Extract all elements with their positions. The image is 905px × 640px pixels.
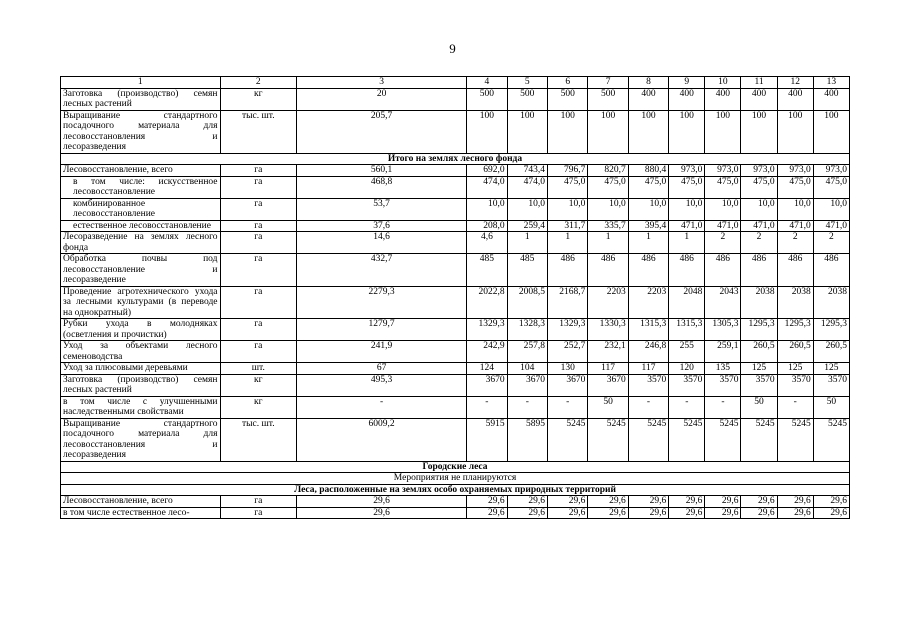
year-value-cell: 10,0 — [588, 198, 628, 220]
year-value-cell: - — [507, 396, 547, 418]
measure-name-cell: комбинированное лесовосстановление — [61, 198, 221, 220]
section-heading: Леса, расположенные на землях особо охраняемых природных территорий — [61, 484, 850, 496]
year-value-cell: 10,0 — [669, 198, 705, 220]
year-value-cell: - — [467, 396, 507, 418]
year-value-cell: 124 — [467, 363, 507, 375]
base-value-cell: - — [297, 396, 467, 418]
section-heading: Городские леса — [61, 461, 850, 473]
section-heading-row — [61, 461, 850, 473]
measure-name-cell: естественное лесовосстановление — [61, 220, 221, 232]
table-row — [61, 198, 850, 220]
year-value-cell: 29,6 — [813, 507, 849, 519]
column-number-cell: 7 — [588, 77, 628, 89]
column-number-cell: 4 — [467, 77, 507, 89]
year-value-cell: - — [705, 396, 741, 418]
year-value-cell: 2038 — [813, 286, 849, 319]
section-heading-row — [61, 153, 850, 165]
year-value-cell: 246,8 — [628, 341, 668, 363]
unit-cell: шт. — [220, 363, 297, 375]
measure-name-cell: Лесовосстановление, всего — [61, 165, 221, 177]
measure-name-cell: Уход за объектами лесного семеноводства — [61, 341, 221, 363]
year-value-cell: 29,6 — [467, 496, 507, 508]
measure-name-cell: Выращивание стандартного посадочного материала для лесовосстановления и лесоразведения — [61, 418, 221, 461]
table-row — [61, 220, 850, 232]
measure-name-cell: Лесоразведение на землях лесного фонда — [61, 232, 221, 254]
section-heading: Итого на землях лесного фонда — [61, 153, 850, 165]
year-value-cell: 120 — [669, 363, 705, 375]
year-value-cell: 2 — [741, 232, 777, 254]
base-value-cell: 53,7 — [297, 198, 467, 220]
year-value-cell: 2008,5 — [507, 286, 547, 319]
year-value-cell: 29,6 — [628, 507, 668, 519]
year-value-cell: 29,6 — [705, 496, 741, 508]
column-number-cell: 13 — [813, 77, 849, 89]
column-number-cell: 5 — [507, 77, 547, 89]
year-value-cell: 2168,7 — [547, 286, 587, 319]
year-value-cell: 1 — [547, 232, 587, 254]
table-row — [61, 232, 850, 254]
year-value-cell: 311,7 — [547, 220, 587, 232]
year-value-cell: 2048 — [669, 286, 705, 319]
base-value-cell: 205,7 — [297, 110, 467, 153]
year-value-cell: 208,0 — [467, 220, 507, 232]
unit-cell: га — [220, 319, 297, 341]
year-value-cell: 471,0 — [741, 220, 777, 232]
unit-cell: кг — [220, 396, 297, 418]
year-value-cell: 3570 — [813, 374, 849, 396]
year-value-cell: 29,6 — [741, 496, 777, 508]
year-value-cell: 10,0 — [777, 198, 813, 220]
year-value-cell: 5245 — [628, 418, 668, 461]
year-value-cell: 3570 — [705, 374, 741, 396]
year-value-cell: 475,0 — [588, 176, 628, 198]
year-value-cell: 4,6 — [467, 232, 507, 254]
base-value-cell: 20 — [297, 88, 467, 110]
year-value-cell: 1329,3 — [467, 319, 507, 341]
year-value-cell: 500 — [547, 88, 587, 110]
year-value-cell: 486 — [741, 254, 777, 287]
table-row — [61, 176, 850, 198]
year-value-cell: 474,0 — [507, 176, 547, 198]
year-value-cell: 1328,3 — [507, 319, 547, 341]
year-value-cell: 29,6 — [777, 507, 813, 519]
year-value-cell: 796,7 — [547, 165, 587, 177]
year-value-cell: 1315,3 — [669, 319, 705, 341]
year-value-cell: 500 — [588, 88, 628, 110]
year-value-cell: 29,6 — [813, 496, 849, 508]
year-value-cell: 29,6 — [705, 507, 741, 519]
year-value-cell: 125 — [777, 363, 813, 375]
year-value-cell: 485 — [467, 254, 507, 287]
year-value-cell: 10,0 — [813, 198, 849, 220]
year-value-cell: 135 — [705, 363, 741, 375]
year-value-cell: 29,6 — [507, 507, 547, 519]
section-heading-row — [61, 473, 850, 485]
base-value-cell: 432,7 — [297, 254, 467, 287]
year-value-cell: 2 — [813, 232, 849, 254]
year-value-cell: 5245 — [547, 418, 587, 461]
year-value-cell: 400 — [741, 88, 777, 110]
unit-cell: га — [220, 176, 297, 198]
year-value-cell: 50 — [741, 396, 777, 418]
year-value-cell: 5245 — [813, 418, 849, 461]
base-value-cell: 1279,7 — [297, 319, 467, 341]
base-value-cell: 29,6 — [297, 496, 467, 508]
table-body — [61, 77, 850, 519]
unit-cell: га — [220, 220, 297, 232]
year-value-cell: 100 — [669, 110, 705, 153]
year-value-cell: 2203 — [628, 286, 668, 319]
table-row — [61, 396, 850, 418]
year-value-cell: 1295,3 — [813, 319, 849, 341]
unit-cell: га — [220, 507, 297, 519]
unit-cell: га — [220, 496, 297, 508]
year-value-cell: 29,6 — [741, 507, 777, 519]
year-value-cell: 486 — [588, 254, 628, 287]
section-heading: Мероприятия не планируются — [61, 473, 850, 485]
year-value-cell: 29,6 — [547, 496, 587, 508]
year-value-cell: 1329,3 — [547, 319, 587, 341]
year-value-cell: 100 — [777, 110, 813, 153]
table-row — [61, 110, 850, 153]
year-value-cell: 500 — [507, 88, 547, 110]
measure-name-cell: Рубки ухода в молодняках (осветления и прочистки) — [61, 319, 221, 341]
unit-cell: тыс. шт. — [220, 110, 297, 153]
column-number-cell: 10 — [705, 77, 741, 89]
year-value-cell: 29,6 — [588, 496, 628, 508]
base-value-cell: 241,9 — [297, 341, 467, 363]
year-value-cell: 100 — [588, 110, 628, 153]
measure-name-cell: в том числе с улучшенными наследственными свойствами — [61, 396, 221, 418]
year-value-cell: 10,0 — [507, 198, 547, 220]
year-value-cell: 486 — [777, 254, 813, 287]
year-value-cell: 5245 — [777, 418, 813, 461]
base-value-cell: 29,6 — [297, 507, 467, 519]
year-value-cell: 500 — [467, 88, 507, 110]
year-value-cell: 100 — [813, 110, 849, 153]
year-value-cell: - — [777, 396, 813, 418]
year-value-cell: 1295,3 — [741, 319, 777, 341]
measure-name-cell: Проведение агротехнического ухода за лесными культурами (в переводе на однократный) — [61, 286, 221, 319]
year-value-cell: 1 — [588, 232, 628, 254]
year-value-cell: 486 — [547, 254, 587, 287]
year-value-cell: 104 — [507, 363, 547, 375]
year-value-cell: - — [669, 396, 705, 418]
measure-name-cell: Лесовосстановление, всего — [61, 496, 221, 508]
year-value-cell: 29,6 — [467, 507, 507, 519]
year-value-cell: 5245 — [705, 418, 741, 461]
year-value-cell: 3570 — [741, 374, 777, 396]
year-value-cell: 10,0 — [467, 198, 507, 220]
column-number-cell: 6 — [547, 77, 587, 89]
year-value-cell: 252,7 — [547, 341, 587, 363]
year-value-cell: - — [547, 396, 587, 418]
measure-name-cell: Заготовка (производство) семян лесных растений — [61, 374, 221, 396]
year-value-cell: 232,1 — [588, 341, 628, 363]
year-value-cell: 1295,3 — [777, 319, 813, 341]
year-value-cell: 1305,3 — [705, 319, 741, 341]
year-value-cell: 50 — [813, 396, 849, 418]
measure-name-cell: Заготовка (производство) семян лесных растений — [61, 88, 221, 110]
year-value-cell: 29,6 — [628, 496, 668, 508]
year-value-cell: 100 — [507, 110, 547, 153]
table-row — [61, 88, 850, 110]
year-value-cell: 474,0 — [467, 176, 507, 198]
year-value-cell: 3670 — [507, 374, 547, 396]
year-value-cell: 471,0 — [813, 220, 849, 232]
year-value-cell: 475,0 — [777, 176, 813, 198]
year-value-cell: 29,6 — [777, 496, 813, 508]
year-value-cell: 2022,8 — [467, 286, 507, 319]
year-value-cell: 2203 — [588, 286, 628, 319]
measure-name-cell: в том числе: искусственное лесовосстановление — [61, 176, 221, 198]
year-value-cell: 2038 — [777, 286, 813, 319]
year-value-cell: 3670 — [588, 374, 628, 396]
year-value-cell: 973,0 — [705, 165, 741, 177]
year-value-cell: 475,0 — [669, 176, 705, 198]
year-value-cell: 2 — [777, 232, 813, 254]
column-number-cell: 3 — [297, 77, 467, 89]
column-number-cell: 11 — [741, 77, 777, 89]
year-value-cell: 486 — [813, 254, 849, 287]
year-value-cell: 2 — [705, 232, 741, 254]
year-value-cell: 29,6 — [547, 507, 587, 519]
year-value-cell: 10,0 — [547, 198, 587, 220]
base-value-cell: 14,6 — [297, 232, 467, 254]
year-value-cell: 475,0 — [705, 176, 741, 198]
year-value-cell: 400 — [813, 88, 849, 110]
unit-cell: га — [220, 232, 297, 254]
year-value-cell: 260,5 — [813, 341, 849, 363]
year-value-cell: 117 — [628, 363, 668, 375]
table-row — [61, 363, 850, 375]
table-row — [61, 286, 850, 319]
year-value-cell: 880,4 — [628, 165, 668, 177]
section-heading-row — [61, 484, 850, 496]
year-value-cell: 2043 — [705, 286, 741, 319]
unit-cell: кг — [220, 88, 297, 110]
year-value-cell: 400 — [705, 88, 741, 110]
year-value-cell: 100 — [741, 110, 777, 153]
year-value-cell: 475,0 — [547, 176, 587, 198]
year-value-cell: 820,7 — [588, 165, 628, 177]
year-value-cell: 335,7 — [588, 220, 628, 232]
column-number-cell: 9 — [669, 77, 705, 89]
year-value-cell: 471,0 — [777, 220, 813, 232]
year-value-cell: 973,0 — [741, 165, 777, 177]
year-value-cell: 400 — [628, 88, 668, 110]
year-value-cell: 5895 — [507, 418, 547, 461]
unit-cell: га — [220, 198, 297, 220]
year-value-cell: 130 — [547, 363, 587, 375]
year-value-cell: 259,4 — [507, 220, 547, 232]
table-row — [61, 254, 850, 287]
year-value-cell: 486 — [669, 254, 705, 287]
year-value-cell: 400 — [669, 88, 705, 110]
year-value-cell: 395,4 — [628, 220, 668, 232]
year-value-cell: 10,0 — [741, 198, 777, 220]
year-value-cell: 973,0 — [813, 165, 849, 177]
year-value-cell: 486 — [705, 254, 741, 287]
measure-name-cell: Уход за плюсовыми деревьями — [61, 363, 221, 375]
measure-name-cell: Обработка почвы под лесовосстановление и лесоразведение — [61, 254, 221, 287]
year-value-cell: 257,8 — [507, 341, 547, 363]
year-value-cell: 5915 — [467, 418, 507, 461]
year-value-cell: 471,0 — [705, 220, 741, 232]
year-value-cell: 125 — [813, 363, 849, 375]
column-number-row — [61, 77, 850, 89]
year-value-cell: 255 — [669, 341, 705, 363]
year-value-cell: 1330,3 — [588, 319, 628, 341]
column-number-cell: 1 — [61, 77, 221, 89]
year-value-cell: 486 — [628, 254, 668, 287]
base-value-cell: 560,1 — [297, 165, 467, 177]
year-value-cell: 1315,3 — [628, 319, 668, 341]
year-value-cell: 475,0 — [628, 176, 668, 198]
base-value-cell: 6009,2 — [297, 418, 467, 461]
table-row — [61, 418, 850, 461]
year-value-cell: 242,9 — [467, 341, 507, 363]
base-value-cell: 67 — [297, 363, 467, 375]
year-value-cell: 10,0 — [705, 198, 741, 220]
year-value-cell: 50 — [588, 396, 628, 418]
year-value-cell: 29,6 — [669, 496, 705, 508]
year-value-cell: 29,6 — [669, 507, 705, 519]
year-value-cell: 260,5 — [777, 341, 813, 363]
table-row — [61, 496, 850, 508]
year-value-cell: 973,0 — [777, 165, 813, 177]
year-value-cell: - — [628, 396, 668, 418]
unit-cell: га — [220, 254, 297, 287]
year-value-cell: 400 — [777, 88, 813, 110]
year-value-cell: 485 — [507, 254, 547, 287]
table-row — [61, 319, 850, 341]
year-value-cell: 1 — [669, 232, 705, 254]
year-value-cell: 100 — [547, 110, 587, 153]
page-number: 9 — [449, 41, 456, 56]
year-value-cell: 475,0 — [813, 176, 849, 198]
unit-cell: кг — [220, 374, 297, 396]
base-value-cell: 37,6 — [297, 220, 467, 232]
base-value-cell: 495,3 — [297, 374, 467, 396]
column-number-cell: 2 — [220, 77, 297, 89]
unit-cell: тыс. шт. — [220, 418, 297, 461]
year-value-cell: 117 — [588, 363, 628, 375]
table-row — [61, 507, 850, 519]
column-number-cell: 12 — [777, 77, 813, 89]
year-value-cell: 692,0 — [467, 165, 507, 177]
year-value-cell: 5245 — [669, 418, 705, 461]
table-row — [61, 165, 850, 177]
measure-name-cell: Выращивание стандартного посадочного материала для лесовосстановления и лесоразведения — [61, 110, 221, 153]
year-value-cell: 3670 — [547, 374, 587, 396]
year-value-cell: 100 — [705, 110, 741, 153]
forest-measures-table — [60, 76, 850, 519]
year-value-cell: 1 — [628, 232, 668, 254]
year-value-cell: 125 — [741, 363, 777, 375]
year-value-cell: 259,1 — [705, 341, 741, 363]
column-number-cell: 8 — [628, 77, 668, 89]
year-value-cell: 743,4 — [507, 165, 547, 177]
year-value-cell: 3670 — [467, 374, 507, 396]
base-value-cell: 2279,3 — [297, 286, 467, 319]
year-value-cell: 100 — [628, 110, 668, 153]
year-value-cell: 475,0 — [741, 176, 777, 198]
year-value-cell: 3570 — [777, 374, 813, 396]
unit-cell: га — [220, 286, 297, 319]
measure-name-cell: в том числе естественное лесо- — [61, 507, 221, 519]
unit-cell: га — [220, 341, 297, 363]
year-value-cell: 10,0 — [628, 198, 668, 220]
year-value-cell: 3570 — [628, 374, 668, 396]
year-value-cell: 973,0 — [669, 165, 705, 177]
year-value-cell: 29,6 — [588, 507, 628, 519]
table-row — [61, 341, 850, 363]
unit-cell: га — [220, 165, 297, 177]
year-value-cell: 5245 — [588, 418, 628, 461]
year-value-cell: 29,6 — [507, 496, 547, 508]
year-value-cell: 471,0 — [669, 220, 705, 232]
year-value-cell: 260,5 — [741, 341, 777, 363]
year-value-cell: 100 — [467, 110, 507, 153]
base-value-cell: 468,8 — [297, 176, 467, 198]
year-value-cell: 3570 — [669, 374, 705, 396]
year-value-cell: 5245 — [741, 418, 777, 461]
table-row — [61, 374, 850, 396]
year-value-cell: 2038 — [741, 286, 777, 319]
year-value-cell: 1 — [507, 232, 547, 254]
